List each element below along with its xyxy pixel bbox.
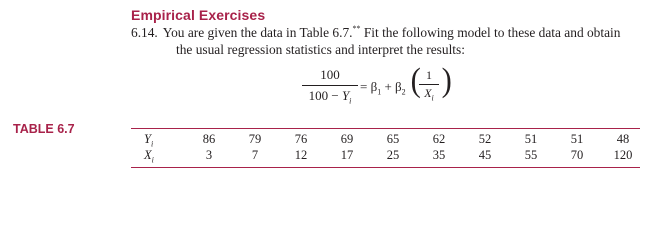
- table-bottom-rule: [131, 167, 640, 168]
- table-cell: 76: [294, 132, 308, 146]
- model-equation: [300, 62, 500, 116]
- table-cell: 12: [294, 148, 308, 162]
- table-cell: 70: [570, 148, 584, 162]
- table-cell: 35: [432, 148, 446, 162]
- row-header-y: $Y_i$: [144, 132, 154, 149]
- inner-fraction: [418, 67, 440, 102]
- left-paren: (: [410, 62, 421, 99]
- table-cell: 69: [340, 132, 354, 146]
- table-cell: 51: [570, 132, 584, 146]
- table-cell: 25: [386, 148, 400, 162]
- lhs-fraction: [300, 66, 360, 105]
- exercise-number: 6.14.: [131, 25, 158, 40]
- table-cell: 65: [386, 132, 400, 146]
- table-row-x: [131, 148, 640, 164]
- lhs-denominator: $100 - Y_i$: [308, 88, 352, 106]
- table-cell: 51: [524, 132, 538, 146]
- table-cell: 17: [340, 148, 354, 162]
- lhs-fraction-bar: [302, 85, 358, 86]
- section-title: Empirical Exercises: [131, 7, 266, 23]
- table-cell: 62: [432, 132, 446, 146]
- table-cell: 79: [248, 132, 262, 146]
- table-cell: 7: [251, 148, 259, 162]
- table-cell: 120: [613, 148, 633, 162]
- table-cell: 86: [202, 132, 216, 146]
- right-paren: ): [441, 62, 452, 99]
- table-top-rule: [131, 128, 640, 129]
- table-row-y: [131, 132, 640, 148]
- rhs-terms: = $\beta_1 + \beta_2$: [360, 79, 406, 97]
- footnote-mark: **: [352, 24, 361, 33]
- exercise-line-2: the usual regression statistics and interpret the results:: [176, 42, 465, 57]
- table-cell: 52: [478, 132, 492, 146]
- exercise-line-1: [131, 25, 620, 41]
- inner-denominator: $X_i$: [424, 86, 434, 103]
- table-label: TABLE 6.7: [13, 122, 75, 136]
- inner-numerator: 1: [426, 68, 432, 82]
- table-cell: 45: [478, 148, 492, 162]
- table-cell: 55: [524, 148, 538, 162]
- table-cell: 3: [205, 148, 213, 162]
- exercise-text-1-end: Fit the following model to these data and obtain: [360, 25, 621, 40]
- table-cell: 48: [616, 132, 630, 146]
- exercise-text-1: You are given the data in Table 6.7.: [162, 25, 353, 40]
- lhs-numerator: 100: [320, 67, 340, 82]
- row-header-x: $X_i$: [144, 148, 154, 165]
